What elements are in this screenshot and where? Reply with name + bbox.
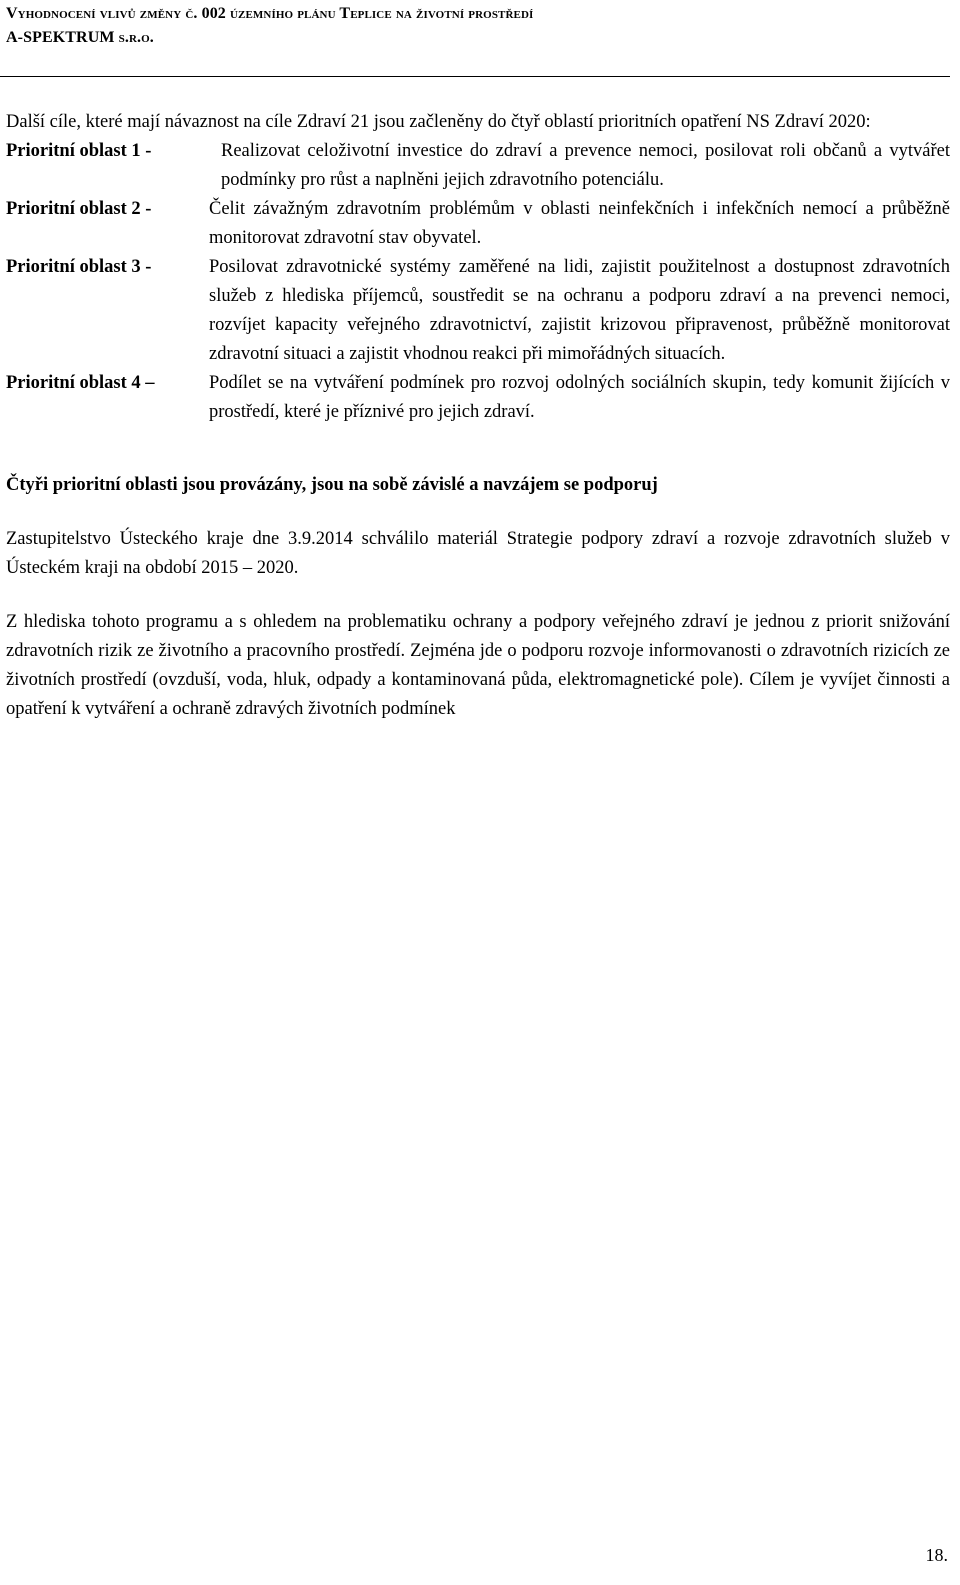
priority-text: Čelit závažným zdravotním problémům v oblasti neinfekčních i infekčních nemocí a průběžně monitorovat zdravotní stav obyvatel. — [209, 199, 950, 248]
page-header — [6, 2, 956, 50]
priority-label: Prioritní oblast 3 - — [6, 257, 152, 277]
program-paragraph: Z hlediska tohoto programu a s ohledem na problematiku ochrany a podpory veřejného zdraví je jednou z priorit snižování zdravotních rizik ze životního a pracovního prostředí. Zejména jde o podporu rozvoje informovanosti o zdravotních rizicích ze životních prostředí (ovzduší, voda, hluk, odpady a kontaminovaná půda, elektromagnetické pole). Cílem je vyvíjet činnosti a opatření k vytváření a ochraně zdravých životních podmínek — [6, 612, 950, 719]
document-body — [6, 108, 950, 724]
priority-area-4 — [6, 369, 950, 427]
priority-text: Realizovat celoživotní investice do zdraví a prevence nemoci, posilovat roli občanů a vytvářet podmínky pro růst a naplněni jejich zdravotního potenciálu. — [221, 141, 950, 190]
strategy-paragraph: Zastupitelstvo Ústeckého kraje dne 3.9.2014 schválilo materiál Strategie podpory zdraví a rozvoje zdravotních služeb v Ústeckém kraji na období 2015 – 2020. — [6, 529, 950, 578]
priority-label: Prioritní oblast 2 - — [6, 199, 152, 219]
header-title: Vyhodnocení vlivů změny č. 002 územního plánu Teplice na životní prostředí — [6, 5, 534, 22]
header-divider — [0, 76, 950, 77]
bold-statement: Čtyři prioritní oblasti jsou provázány, jsou na sobě závislé a navzájem se podporuj — [6, 475, 658, 495]
intro-paragraph: Další cíle, které mají návaznost na cíle Zdraví 21 jsou začleněny do čtyř oblastí prioritních opatření NS Zdraví 2020: — [6, 112, 871, 132]
priority-area-1 — [6, 137, 950, 195]
priority-area-2 — [6, 195, 950, 253]
priority-label: Prioritní oblast 4 – — [6, 373, 155, 393]
priority-text: Podílet se na vytváření podmínek pro rozvoj odolných sociálních skupin, tedy komunit žijících v prostředí, které je příznivé pro jejich zdraví. — [209, 373, 950, 422]
priority-area-3 — [6, 253, 950, 369]
page-number: 18. — [925, 1545, 948, 1565]
priority-label: Prioritní oblast 1 - — [6, 141, 152, 161]
priority-text: Posilovat zdravotnické systémy zaměřené na lidi, zajistit použitelnost a dostupnost zdravotních služeb z hlediska příjemců, soustředit se na ochranu a podporu zdraví a na prevenci nemoci, rozvíjet kapacity veřejného zdravotnictví, zajistit krizovou připravenost, průběžně monitorovat zdravotní situaci a zajistit vhodnou reakci při mimořádných situacích. — [209, 257, 950, 364]
header-company: A-SPEKTRUM s.r.o. — [6, 29, 154, 46]
